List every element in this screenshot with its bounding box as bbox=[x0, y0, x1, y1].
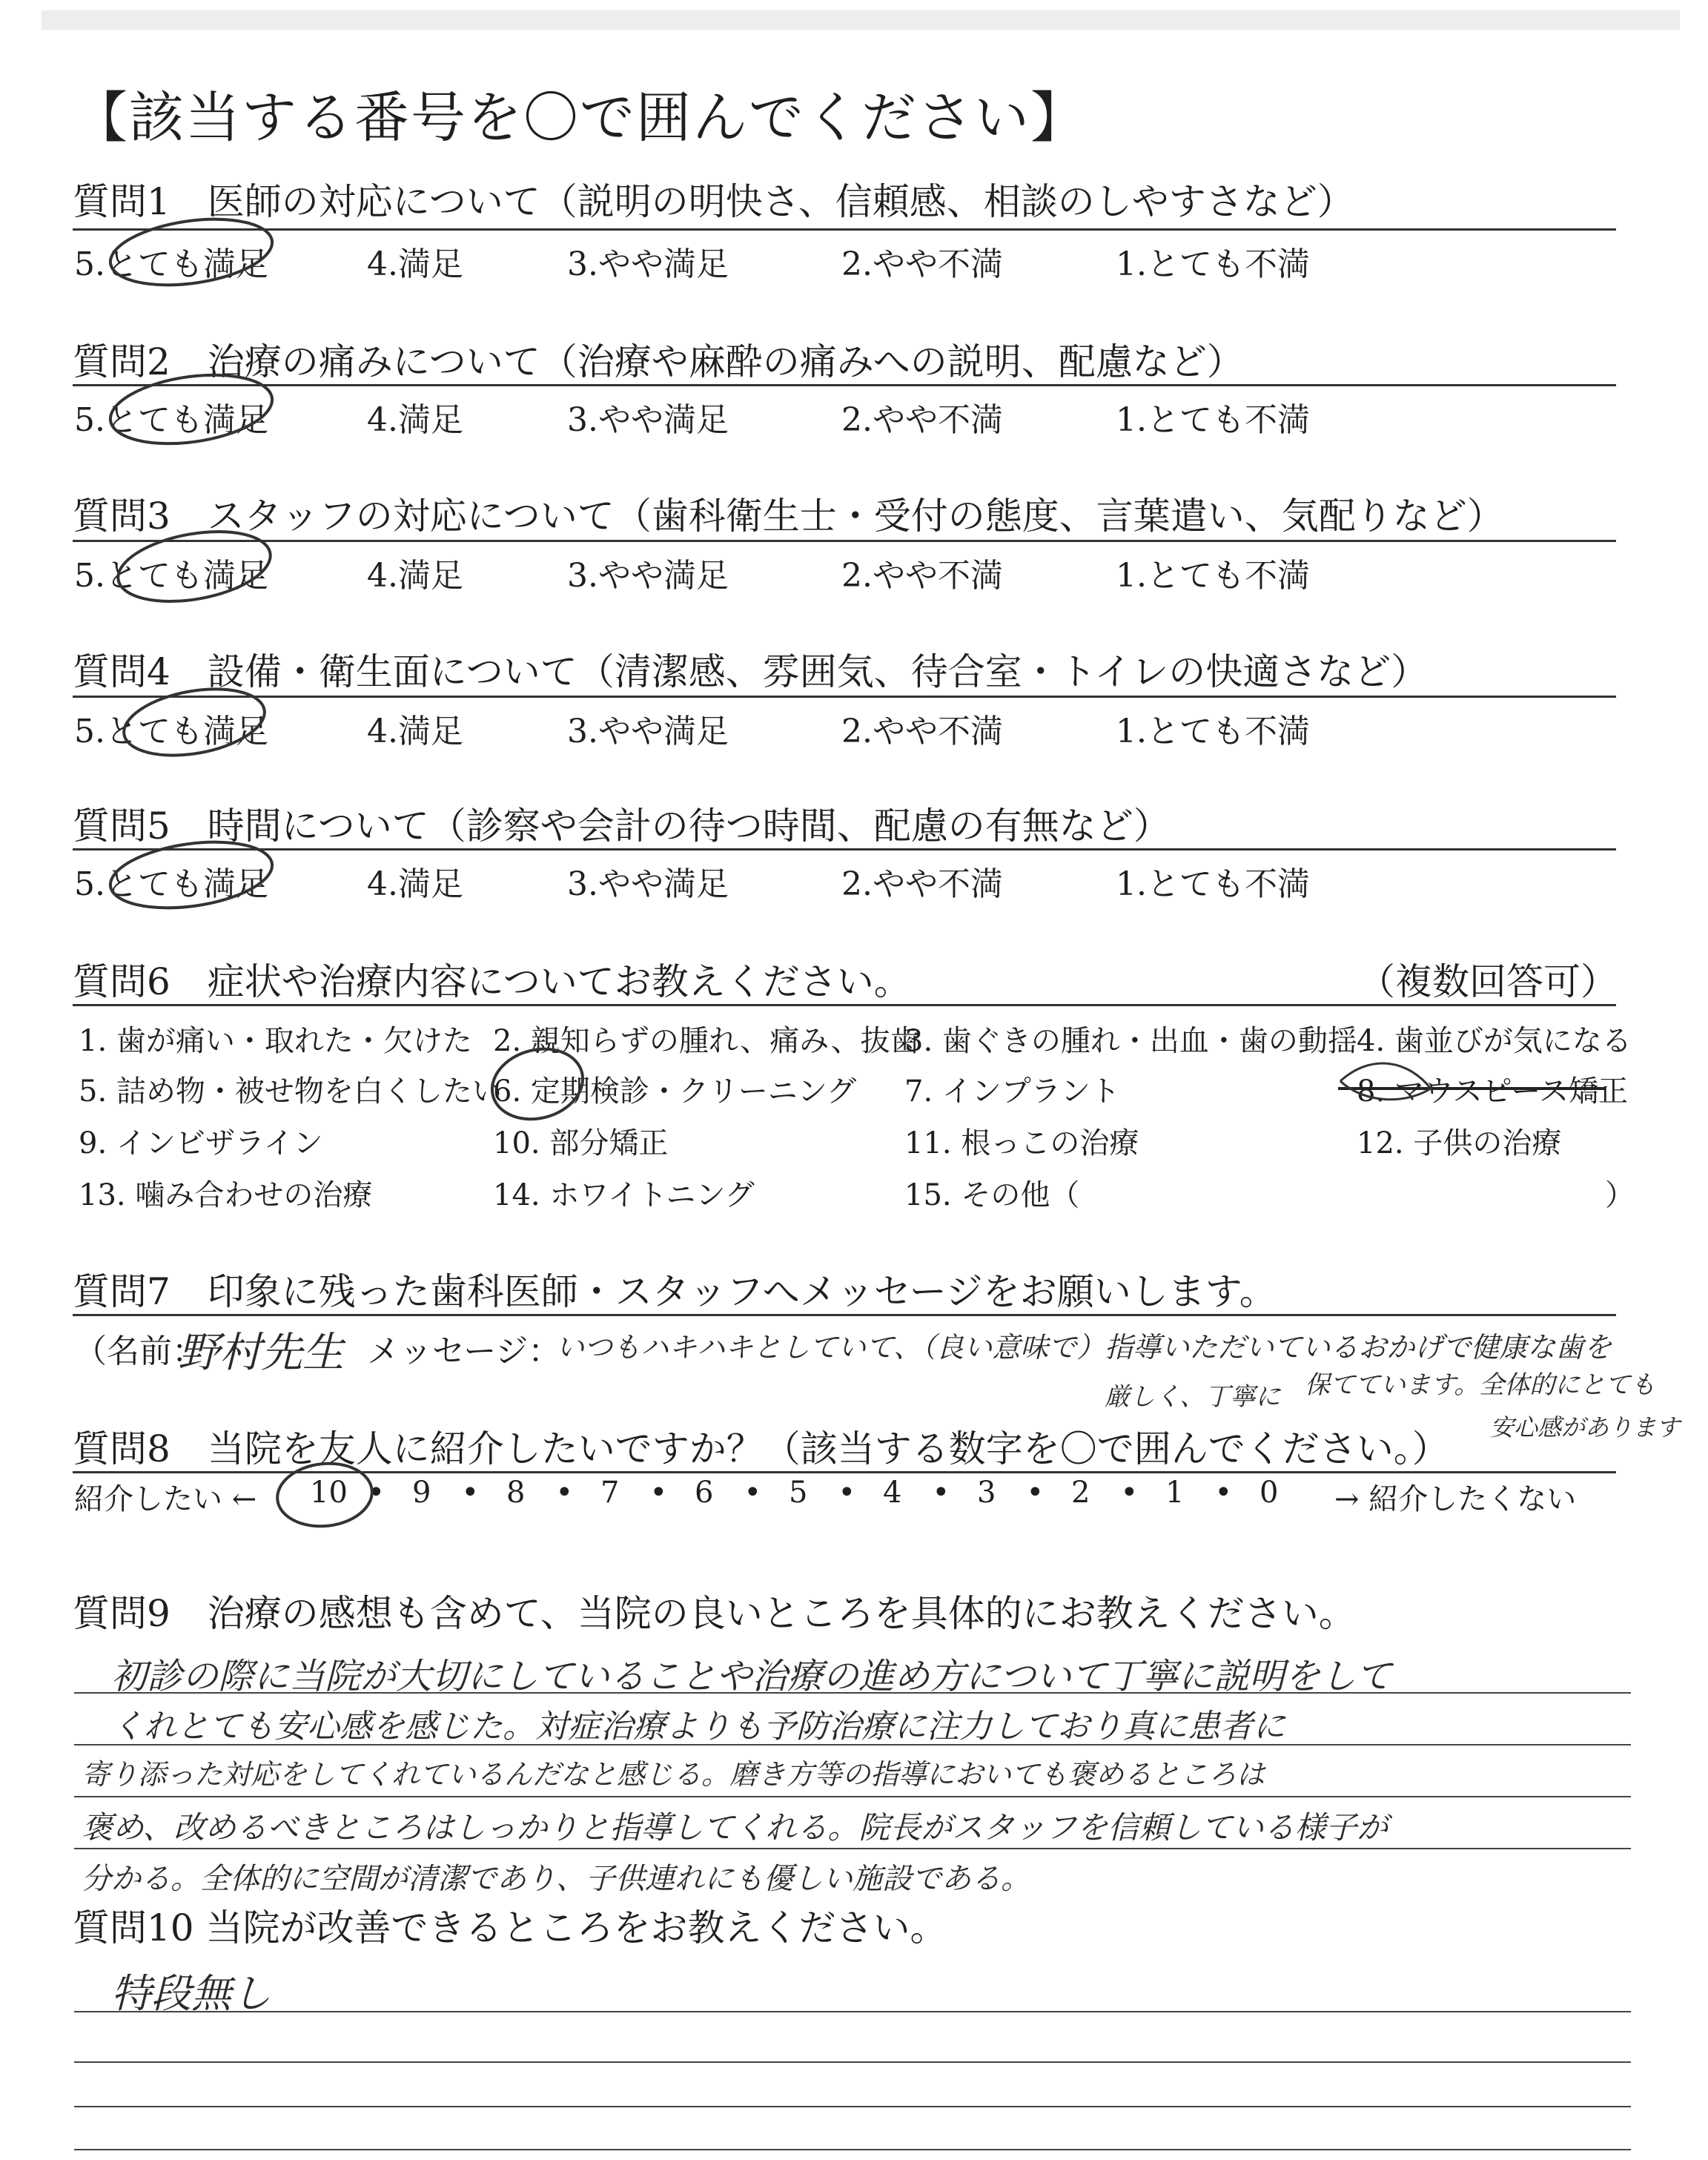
q3-option-4[interactable]: 4.満足 bbox=[367, 557, 463, 595]
q7-message-insert[interactable]: 厳しく、丁寧に bbox=[1105, 1382, 1281, 1412]
q6-option-9[interactable]: 9. インビザライン bbox=[79, 1126, 323, 1160]
q8-right-label: → 紹介したくない bbox=[1334, 1482, 1577, 1516]
q6-option-6[interactable]: 6. 定期検診・クリーニング bbox=[493, 1074, 857, 1109]
question-4-title: 質問4 設備・衛生面について（清潔感、雰囲気、待合室・トイレの快適さなど） bbox=[73, 650, 1429, 693]
q8-scale-value[interactable]: 2 bbox=[1071, 1476, 1090, 1510]
q5-option-5[interactable]: 5.とても満足 bbox=[74, 865, 268, 903]
q8-scale-dot: • bbox=[1120, 1476, 1139, 1510]
top-edge-bar bbox=[42, 10, 1680, 30]
q6-option-10[interactable]: 10. 部分矯正 bbox=[493, 1126, 669, 1160]
q8-scale-value[interactable]: 7 bbox=[600, 1476, 620, 1510]
question-3-rule bbox=[73, 540, 1616, 542]
q8-scale-dot: • bbox=[555, 1476, 574, 1510]
q1-option-3[interactable]: 3.やや満足 bbox=[567, 245, 729, 283]
q10-answer-text[interactable]: 特段無し bbox=[111, 1970, 271, 2017]
q2-option-4[interactable]: 4.満足 bbox=[367, 401, 463, 439]
q6-option-3[interactable]: 3. 歯ぐきの腫れ・出血・歯の動揺 bbox=[904, 1024, 1357, 1058]
q1-option-1[interactable]: 1.とても不満 bbox=[1116, 245, 1310, 283]
q3-option-2[interactable]: 2.やや不満 bbox=[841, 557, 1003, 595]
q6-option-13[interactable]: 13. 噛み合わせの治療 bbox=[79, 1178, 373, 1212]
q8-scale-value[interactable]: 3 bbox=[977, 1476, 996, 1510]
question-3-title: 質問3 スタッフの対応について（歯科衛生士・受付の態度、言葉遣い、気配りなど） bbox=[73, 495, 1504, 538]
q4-option-4[interactable]: 4.満足 bbox=[367, 713, 463, 750]
q6-option-4[interactable]: 4. 歯並びが気になる bbox=[1357, 1024, 1632, 1058]
question-4-rule bbox=[73, 696, 1616, 698]
q8-scale-value[interactable]: 5 bbox=[789, 1476, 808, 1510]
question-1-rule bbox=[73, 228, 1616, 231]
q9-answer-text-4[interactable]: 褒め、改めるべきところはしっかりと指導してくれる。院長がスタッフを信頼している様子が bbox=[82, 1809, 1388, 1846]
q8-scale-dot: • bbox=[838, 1476, 856, 1510]
q9-answer-text-3[interactable]: 寄り添った対応をしてくれているんだなと感じる。磨き方等の指導においても褒めるところは bbox=[82, 1758, 1265, 1791]
question-7-title: 質問7 印象に残った歯科医師・スタッフへメッセージをお願いします。 bbox=[73, 1270, 1277, 1313]
q3-option-5[interactable]: 5.とても満足 bbox=[74, 557, 268, 595]
q8-scale-value[interactable]: 10 bbox=[310, 1476, 348, 1510]
q9-answer-text-5[interactable]: 分かる。全体的に空間が清潔であり、子供連れにも優しい施設である。 bbox=[82, 1862, 1030, 1896]
q5-option-2[interactable]: 2.やや不満 bbox=[841, 865, 1003, 903]
question-6-title: 質問6 症状や治療内容についてお教えください。 bbox=[73, 960, 911, 1003]
page-heading: 【該当する番号を〇で囲んでください】 bbox=[73, 86, 1087, 150]
q10-answer-line-2 bbox=[74, 2061, 1631, 2063]
question-10-title: 質問10 当院が改善できるところをお教えください。 bbox=[73, 1906, 947, 1949]
q10-answer-line-1 bbox=[74, 2011, 1631, 2012]
q8-scale-dot: • bbox=[649, 1476, 668, 1510]
q4-option-3[interactable]: 3.やや満足 bbox=[567, 713, 729, 750]
q6-option-7[interactable]: 7. インプラント bbox=[904, 1074, 1120, 1109]
q8-scale-dot: • bbox=[744, 1476, 762, 1510]
question-2-title: 質問2 治療の痛みについて（治療や麻酔の痛みへの説明、配慮など） bbox=[73, 340, 1244, 383]
q2-option-3[interactable]: 3.やや満足 bbox=[567, 401, 729, 439]
question-2-rule bbox=[73, 384, 1616, 386]
question-5-rule bbox=[73, 848, 1616, 851]
q7-message-line-3[interactable]: 安心感があります bbox=[1490, 1413, 1681, 1441]
q8-scale-dot: • bbox=[367, 1476, 385, 1510]
q5-option-1[interactable]: 1.とても不満 bbox=[1116, 865, 1310, 903]
q8-scale-value[interactable]: 9 bbox=[412, 1476, 431, 1510]
q9-answer-line-4 bbox=[74, 1848, 1631, 1849]
q8-scale-dot: • bbox=[932, 1476, 950, 1510]
q5-option-3[interactable]: 3.やや満足 bbox=[567, 865, 729, 903]
q7-message-label: メッセージ： bbox=[367, 1332, 561, 1370]
q6-option-2[interactable]: 2. 親知らずの腫れ、痛み、抜歯 bbox=[493, 1024, 920, 1058]
q8-scale-value[interactable]: 6 bbox=[695, 1476, 714, 1510]
question-8-rule bbox=[73, 1471, 1616, 1473]
q1-option-5[interactable]: 5.とても満足 bbox=[74, 245, 268, 283]
q3-option-1[interactable]: 1.とても不満 bbox=[1116, 557, 1310, 595]
q9-answer-text-2[interactable]: くれとても安心感を感じた。対症治療よりも予防治療に注力しており真に患者に bbox=[111, 1708, 1285, 1745]
q6-option-15[interactable]: 15. その他（ bbox=[904, 1178, 1080, 1212]
q8-scale-dot: • bbox=[1026, 1476, 1045, 1510]
question-7-rule bbox=[73, 1314, 1616, 1316]
q10-answer-line-4 bbox=[74, 2149, 1631, 2150]
question-5-title: 質問5 時間について（診察や会計の待つ時間、配慮の有無など） bbox=[73, 805, 1171, 848]
q9-answer-text-1[interactable]: 初診の際に当院が大切にしていることや治療の進め方について丁寧に説明をして bbox=[111, 1656, 1392, 1697]
question-8-title: 質問8 当院を友人に紹介したいですか？（該当する数字を〇で囲んでください。） bbox=[73, 1427, 1449, 1470]
q6-option-1[interactable]: 1. 歯が痛い・取れた・欠けた bbox=[79, 1024, 472, 1058]
q6-option-11[interactable]: 11. 根っこの治療 bbox=[904, 1126, 1139, 1160]
q6-option-15-close: ） bbox=[1605, 1178, 1635, 1212]
q10-answer-line-3 bbox=[74, 2106, 1631, 2107]
q7-name-label: （名前： bbox=[74, 1332, 205, 1370]
q4-option-2[interactable]: 2.やや不満 bbox=[841, 713, 1003, 750]
q8-left-label: 紹介したい ← bbox=[74, 1482, 257, 1516]
q8-scale-dot: • bbox=[1214, 1476, 1233, 1510]
q4-option-1[interactable]: 1.とても不満 bbox=[1116, 713, 1310, 750]
q6-option-14[interactable]: 14. ホワイトニング bbox=[493, 1178, 755, 1212]
q6-option-5[interactable]: 5. 詰め物・被せ物を白くしたい bbox=[79, 1074, 502, 1109]
q7-message-line-1[interactable]: いつもハキハキとしていて、（良い意味で）指導いただいているおかげで健康な歯を bbox=[556, 1331, 1612, 1364]
question-6-rule bbox=[73, 1004, 1616, 1006]
q6-option-12[interactable]: 12. 子供の治療 bbox=[1357, 1126, 1562, 1160]
q4-option-5[interactable]: 5.とても満足 bbox=[74, 713, 268, 750]
q1-option-4[interactable]: 4.満足 bbox=[367, 245, 463, 283]
q8-scale-dot: • bbox=[461, 1476, 480, 1510]
q7-message-line-2[interactable]: 保てています。全体的にとても bbox=[1305, 1370, 1656, 1400]
q5-option-4[interactable]: 4.満足 bbox=[367, 865, 463, 903]
question-1-title: 質問1 医師の対応について（説明の明快さ、信頼感、相談のしやすさなど） bbox=[73, 180, 1354, 223]
q8-scale-value[interactable]: 8 bbox=[506, 1476, 526, 1510]
q2-option-5[interactable]: 5.とても満足 bbox=[74, 401, 268, 439]
q7-name-value[interactable]: 野村先生 bbox=[178, 1329, 344, 1377]
q9-answer-line-3 bbox=[74, 1796, 1631, 1797]
q6-option-8-strikethrough bbox=[1338, 1087, 1605, 1090]
q3-option-3[interactable]: 3.やや満足 bbox=[567, 557, 729, 595]
q8-scale-value[interactable]: 0 bbox=[1260, 1476, 1279, 1510]
q8-scale-value[interactable]: 1 bbox=[1165, 1476, 1185, 1510]
q6-option-8[interactable]: 8. マウスピース矯正 bbox=[1357, 1074, 1629, 1109]
q1-option-2[interactable]: 2.やや不満 bbox=[841, 245, 1003, 283]
question-6-note: （複数回答可） bbox=[1358, 960, 1618, 1003]
q8-scale-value[interactable]: 4 bbox=[883, 1476, 902, 1510]
q2-option-1[interactable]: 1.とても不満 bbox=[1116, 401, 1310, 439]
q2-option-2[interactable]: 2.やや不満 bbox=[841, 401, 1003, 439]
question-9-title: 質問9 治療の感想も含めて、当院の良いところを具体的にお教えください。 bbox=[73, 1592, 1356, 1635]
